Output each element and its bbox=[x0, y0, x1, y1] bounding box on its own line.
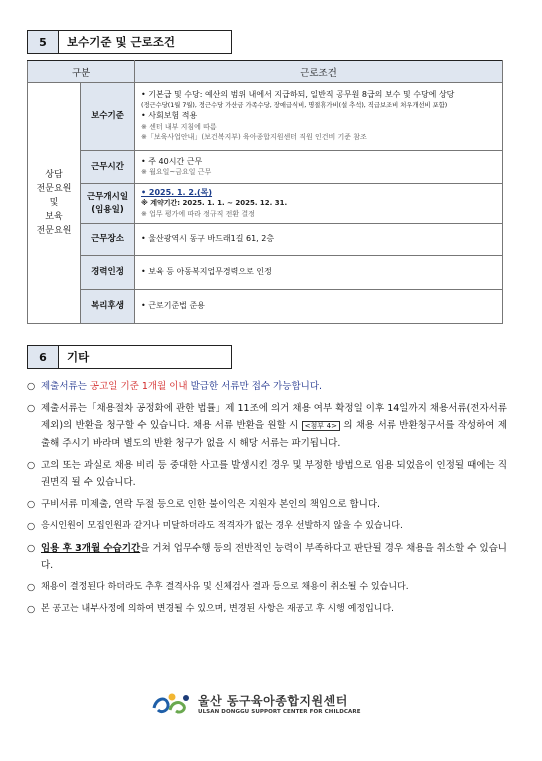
attachment-badge: <첨부 4> bbox=[302, 421, 340, 431]
bullet: ○ bbox=[27, 543, 36, 554]
content-note: ※「보육사업안내」(보건복지부) 육아종합지원센터 직원 인건비 기준 참조 bbox=[141, 133, 367, 142]
header-category: 구분 bbox=[28, 61, 135, 83]
list-item bbox=[27, 457, 507, 491]
text-part: 발급한 서류만 접수 가능합니다. bbox=[187, 381, 323, 392]
section-number: 5 bbox=[27, 30, 59, 54]
item-text: 응시인원이 모집인원과 같거나 미달하더라도 적격자가 없는 경우 선발하지 않을 수 있습니다. bbox=[41, 521, 403, 531]
section-number: 6 bbox=[27, 345, 59, 369]
content-note: ※ 센터 내부 지침에 따름 bbox=[141, 122, 217, 131]
bullet: ○ bbox=[27, 381, 36, 392]
text-part: 제출서류는 bbox=[41, 381, 90, 392]
item-text bbox=[41, 378, 322, 395]
content-note: ※ 계약기간: 2025. 1. 1. ~ 2025. 12. 31. bbox=[141, 199, 288, 208]
list-item bbox=[27, 601, 507, 618]
content-line: • 사회보험 적용 bbox=[141, 111, 198, 121]
conditions-table bbox=[27, 60, 503, 324]
list-item bbox=[27, 378, 507, 395]
center-logo bbox=[150, 690, 361, 716]
row-label-workplace: 근무장소 bbox=[81, 224, 135, 256]
row-content-salary bbox=[135, 83, 503, 151]
bullet: ○ bbox=[27, 403, 36, 414]
row-label-start-date: 근무개시일 (임용일) bbox=[81, 184, 135, 224]
bullet: ○ bbox=[27, 582, 36, 593]
content-note: ※ 월요일~금요일 근무 bbox=[141, 168, 212, 176]
item-text: 고의 또는 과실로 채용 비리 등 중대한 사고를 발생시킨 경우 및 부정한 방법으로 임용 되었음이 인정될 때에는 직권면직 될 수 있습니다. bbox=[41, 460, 507, 488]
bullet: ○ bbox=[27, 604, 36, 615]
content-line: • 주 40시간 근무 bbox=[141, 156, 203, 166]
content-line: • 근로기준법 준용 bbox=[141, 301, 205, 311]
content-line: • 보육 등 아동복지업무경력으로 인정 bbox=[141, 267, 272, 277]
row-label-career: 경력인정 bbox=[81, 256, 135, 290]
text-part: 의 채용 서류 반환청구서를 작성하여 제출해 주시기 바라며 별도의 반환 청구가 없을 시 해당 서류는 파기됩니다. bbox=[41, 420, 507, 449]
list-item bbox=[27, 540, 507, 574]
role-line: 및 bbox=[49, 198, 59, 208]
item-text: 구비서류 미제출, 연락 두절 등으로 인한 불이익은 지원자 본인의 책임으로 합니다. bbox=[41, 499, 381, 510]
logo-name: 울산 동구육아종합지원센터 bbox=[198, 693, 348, 708]
role-line: 보육 bbox=[45, 212, 63, 222]
list-item bbox=[27, 579, 507, 596]
role-line: 전문요원 bbox=[36, 184, 72, 194]
content-line: • 2025. 1. 2.(목) bbox=[141, 187, 213, 197]
row-label-hours: 근무시간 bbox=[81, 151, 135, 184]
section-6-header bbox=[27, 345, 232, 369]
row-content-hours bbox=[135, 151, 503, 184]
content-note: ※ 업무 평가에 따라 정규직 전환 결정 bbox=[141, 209, 255, 218]
content-line: (정근수당(1월 7월), 정근수당 가산금 가족수당, 장애급식비, 명절휴가비(설 추석), 직급보조비 처우개선비 포함) bbox=[141, 101, 448, 109]
notes-list bbox=[27, 378, 507, 623]
section-5-header bbox=[27, 30, 232, 54]
list-item bbox=[27, 400, 507, 452]
content-line: • 기본급 및 수당: 예산의 범위 내에서 지급하되, 일반직 공무원 8급의 보수 및 수당에 상당 bbox=[141, 90, 455, 100]
header-condition: 근로조건 bbox=[135, 61, 503, 83]
list-item bbox=[27, 496, 507, 513]
logo-mark-icon bbox=[150, 690, 194, 716]
bullet: ○ bbox=[27, 460, 36, 471]
item-text: 채용이 결정된다 하더라도 추후 결격사유 및 신체검사 결과 등으로 채용이 취소될 수 있습니다. bbox=[41, 582, 409, 592]
text-part: 을 거쳐 업무수행 등의 전반적인 능력이 부족하다고 판단될 경우 채용을 취소할 수 있습니다. bbox=[41, 543, 507, 571]
text-part: 제출서류는「채용절차 공정화에 관한 법률」제 11조에 의거 채용 여부 확정일 이후 14일까지 채용서류(전자서류 제외)의 반환을 청구할 수 있습니다. 채용 서류 반환을 원할 시 bbox=[41, 403, 507, 431]
bold-text: 임용 후 3개월 수습기간 bbox=[41, 543, 141, 554]
bullet: ○ bbox=[27, 499, 36, 510]
row-content-workplace bbox=[135, 224, 503, 256]
row-content-start-date bbox=[135, 184, 503, 224]
content-line: • 울산광역시 동구 바드래1길 61, 2층 bbox=[141, 234, 275, 244]
highlight-text: 공고일 기준 1개월 이내 bbox=[89, 381, 188, 392]
item-text bbox=[41, 540, 507, 574]
role-cell bbox=[28, 83, 81, 324]
role-line: 전문요원 bbox=[36, 226, 72, 236]
item-text: 본 공고는 내부사정에 의하여 변경될 수 있으며, 변경된 사항은 재공고 후 시행 예정입니다. bbox=[41, 604, 395, 614]
row-content-career bbox=[135, 256, 503, 290]
section-title: 보수기준 및 근로조건 bbox=[59, 30, 232, 54]
list-item bbox=[27, 518, 507, 535]
row-label-welfare: 복리후생 bbox=[81, 290, 135, 324]
role-line: 상담 bbox=[45, 170, 63, 180]
section-title: 기타 bbox=[59, 345, 232, 369]
row-label-salary: 보수기준 bbox=[81, 83, 135, 151]
row-content-welfare bbox=[135, 290, 503, 324]
bullet: ○ bbox=[27, 521, 36, 532]
item-text bbox=[41, 400, 507, 452]
logo-english: ULSAN DONGGU SUPPORT CENTER FOR CHILDCARE bbox=[198, 708, 361, 715]
